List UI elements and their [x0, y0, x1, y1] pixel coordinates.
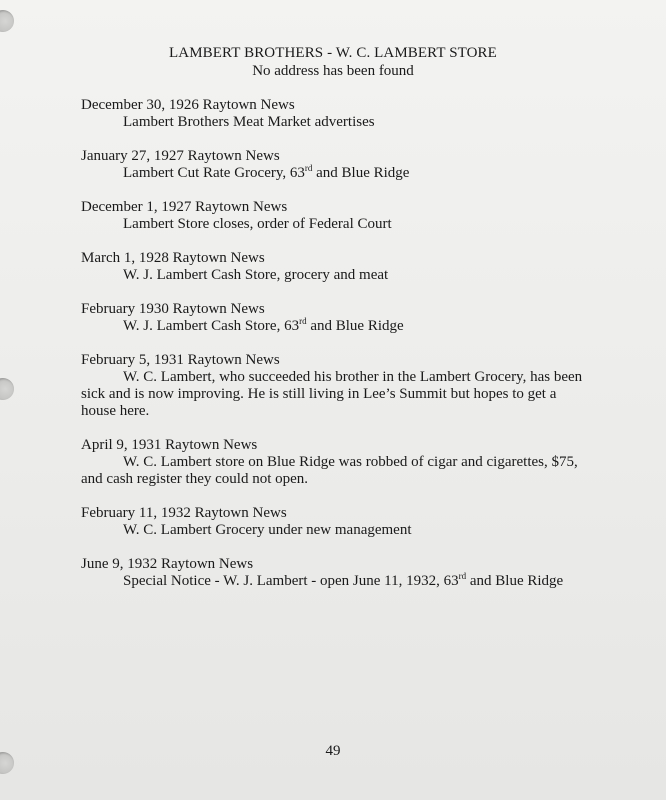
entry-date: February 1930 Raytown News — [81, 301, 265, 317]
ordinal-suffix: rd — [458, 571, 467, 581]
list-item — [81, 437, 586, 488]
list-item — [81, 199, 586, 233]
entry-text: Lambert Store closes, order of Federal Court — [123, 216, 392, 232]
entry-date: April 9, 1931 Raytown News — [81, 437, 258, 453]
list-item — [81, 148, 586, 182]
page-number: 49 — [325, 743, 341, 759]
binder-hole — [0, 10, 14, 32]
ordinal-suffix: rd — [304, 163, 313, 173]
entry-text: W. C. Lambert, who succeeded his brother in the Lambert Grocery, has been sick and is now improving. He is still living in Lee’s Summit but hopes to get a house here. — [81, 369, 583, 419]
entry-text — [81, 165, 586, 182]
entry-list — [81, 97, 586, 607]
entry-date: December 30, 1926 Raytown News — [81, 97, 295, 113]
entry-text: Lambert Brothers Meat Market advertises — [123, 114, 375, 130]
page-subtitle: No address has been found — [252, 63, 414, 79]
entry-date: December 1, 1927 Raytown News — [81, 199, 288, 215]
binder-hole — [0, 378, 14, 400]
page-title: LAMBERT BROTHERS - W. C. LAMBERT STORE — [169, 45, 497, 61]
entry-text-part: W. J. Lambert Cash Store, 63 — [123, 318, 300, 334]
entry-text-part: Lambert Cut Rate Grocery, 63 — [123, 165, 305, 181]
entry-text-part: and Blue Ridge — [306, 318, 404, 334]
entry-text-part: Special Notice - W. J. Lambert - open June 11, 1932, 63 — [123, 573, 459, 589]
entry-text — [81, 573, 586, 590]
entry-date: February 11, 1932 Raytown News — [81, 505, 287, 521]
list-item — [81, 556, 586, 590]
entry-text-part: and Blue Ridge — [466, 573, 564, 589]
entry-text — [81, 318, 586, 335]
entry-date: June 9, 1932 Raytown News — [81, 556, 254, 572]
page-header — [0, 44, 666, 80]
list-item — [81, 250, 586, 284]
entry-text: W. C. Lambert store on Blue Ridge was robbed of cigar and cigarettes, $75, and cash register they could not open. — [81, 454, 578, 487]
entry-text: W. C. Lambert Grocery under new management — [123, 522, 412, 538]
entry-text-part: and Blue Ridge — [312, 165, 410, 181]
list-item — [81, 505, 586, 539]
entry-date: February 5, 1931 Raytown News — [81, 352, 280, 368]
entry-date: March 1, 1928 Raytown News — [81, 250, 265, 266]
entry-date: January 27, 1927 Raytown News — [81, 148, 280, 164]
list-item — [81, 352, 586, 420]
ordinal-suffix: rd — [299, 316, 307, 326]
list-item — [81, 301, 586, 335]
entry-text: W. J. Lambert Cash Store, grocery and meat — [123, 267, 389, 283]
list-item — [81, 97, 586, 131]
